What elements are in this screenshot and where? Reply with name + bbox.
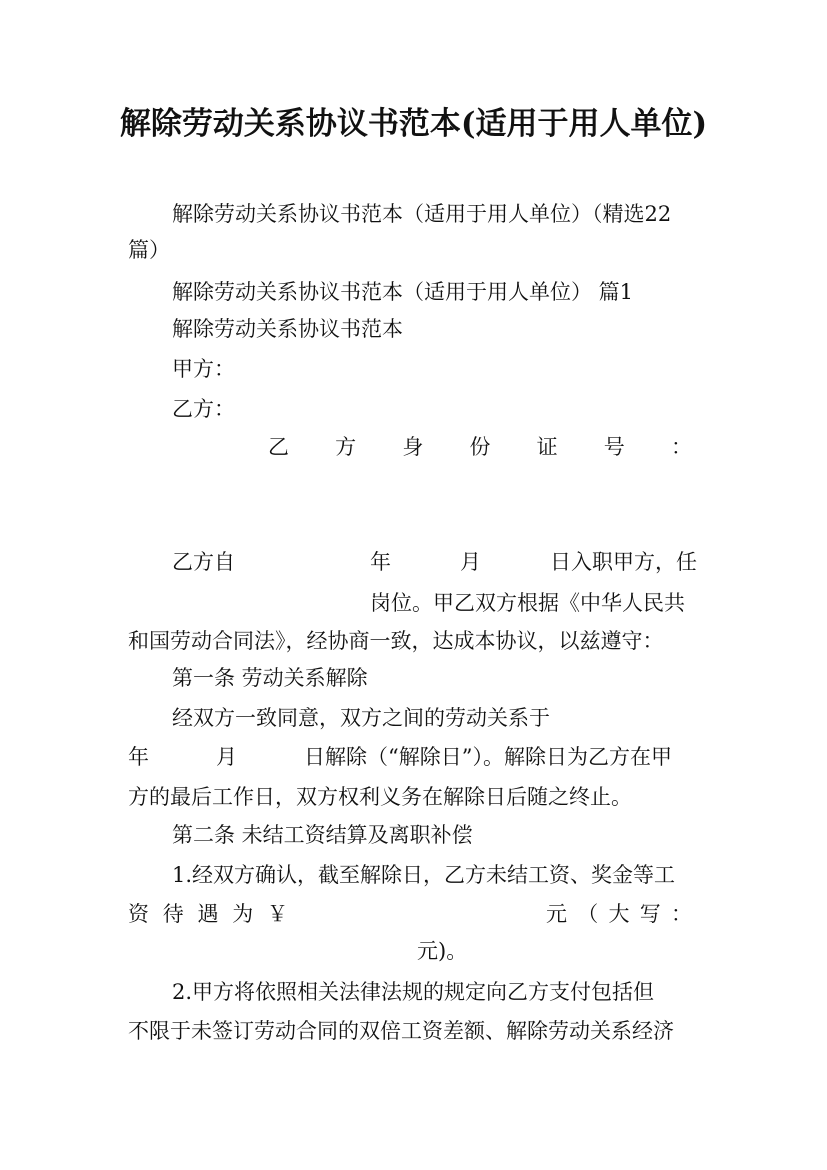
- entry-month: 月: [460, 550, 481, 574]
- id-char: 方: [335, 435, 357, 459]
- section2-heading: 第二条 未结工资结算及离职补偿: [172, 823, 473, 847]
- id-char: ：: [670, 435, 692, 459]
- amount-char: 大: [608, 902, 630, 926]
- amount-char: （: [577, 902, 599, 926]
- id-char: 证: [536, 435, 558, 459]
- amount-char: ：: [671, 902, 692, 926]
- section2-item2-line-2: 不限于未签订劳动合同的双倍工资差额、解除劳动关系经济: [128, 1019, 674, 1043]
- section1-line-2: 日解除（“解除日”）。解除日为乙方在甲: [304, 745, 672, 769]
- amount-char: 写: [639, 902, 661, 926]
- entry-line-2: 岗位。甲乙双方根据《中华人民共: [370, 591, 685, 615]
- entry-line-3: 和国劳动合同法》，经协商一致，达成本协议，以兹遵守：: [128, 629, 664, 653]
- agreement-subtitle: 解除劳动关系协议书范本: [172, 317, 403, 341]
- id-char: 身: [402, 435, 424, 459]
- entry-text-start: 乙方自: [172, 550, 235, 574]
- entry-year: 年: [370, 550, 391, 574]
- intro-line-1: 解除劳动关系协议书范本（适用于用人单位）（精选22: [172, 202, 672, 226]
- amount-char: ￥: [267, 902, 288, 926]
- party-b-label: 乙方：: [172, 397, 235, 421]
- section2-item1-line-1: 1.经双方确认，截至解除日，乙方未结工资、奖金等工: [172, 863, 676, 887]
- entry-text-rest: 日入职甲方，任: [550, 550, 697, 574]
- section2-item1-amount-left: [128, 900, 288, 928]
- section1-year: 年: [128, 745, 149, 769]
- amount-char: 遇: [197, 902, 219, 926]
- id-char: 乙: [268, 435, 289, 459]
- section1-line-3: 方的最后工作日，双方权利义务在解除日后随之终止。: [128, 785, 632, 809]
- amount-char: 待: [162, 902, 184, 926]
- section1-line-1: 经双方一致同意，双方之间的劳动关系于: [172, 706, 550, 730]
- section1-heading: 第一条 劳动关系解除: [172, 666, 368, 690]
- intro-line-2: 篇）: [128, 238, 170, 262]
- party-a-label: 甲方：: [172, 357, 235, 381]
- section2-item1-line-3: 元)。: [417, 939, 468, 963]
- id-char: 号: [603, 435, 625, 459]
- id-number-line: [268, 433, 692, 461]
- document-title: 解除劳动关系协议书范本(适用于用人单位): [119, 106, 708, 142]
- article-heading: 解除劳动关系协议书范本（适用于用人单位） 篇1: [172, 280, 634, 304]
- amount-char: 为: [232, 902, 254, 926]
- section2-item2-line-1: 2.甲方将依照相关法律法规的规定向乙方支付包括但: [172, 980, 655, 1004]
- section1-month: 月: [216, 745, 237, 769]
- id-char: 份: [469, 435, 491, 459]
- amount-char: 资: [128, 902, 149, 926]
- section2-item1-amount-right: [546, 900, 692, 928]
- amount-char: 元: [546, 902, 567, 926]
